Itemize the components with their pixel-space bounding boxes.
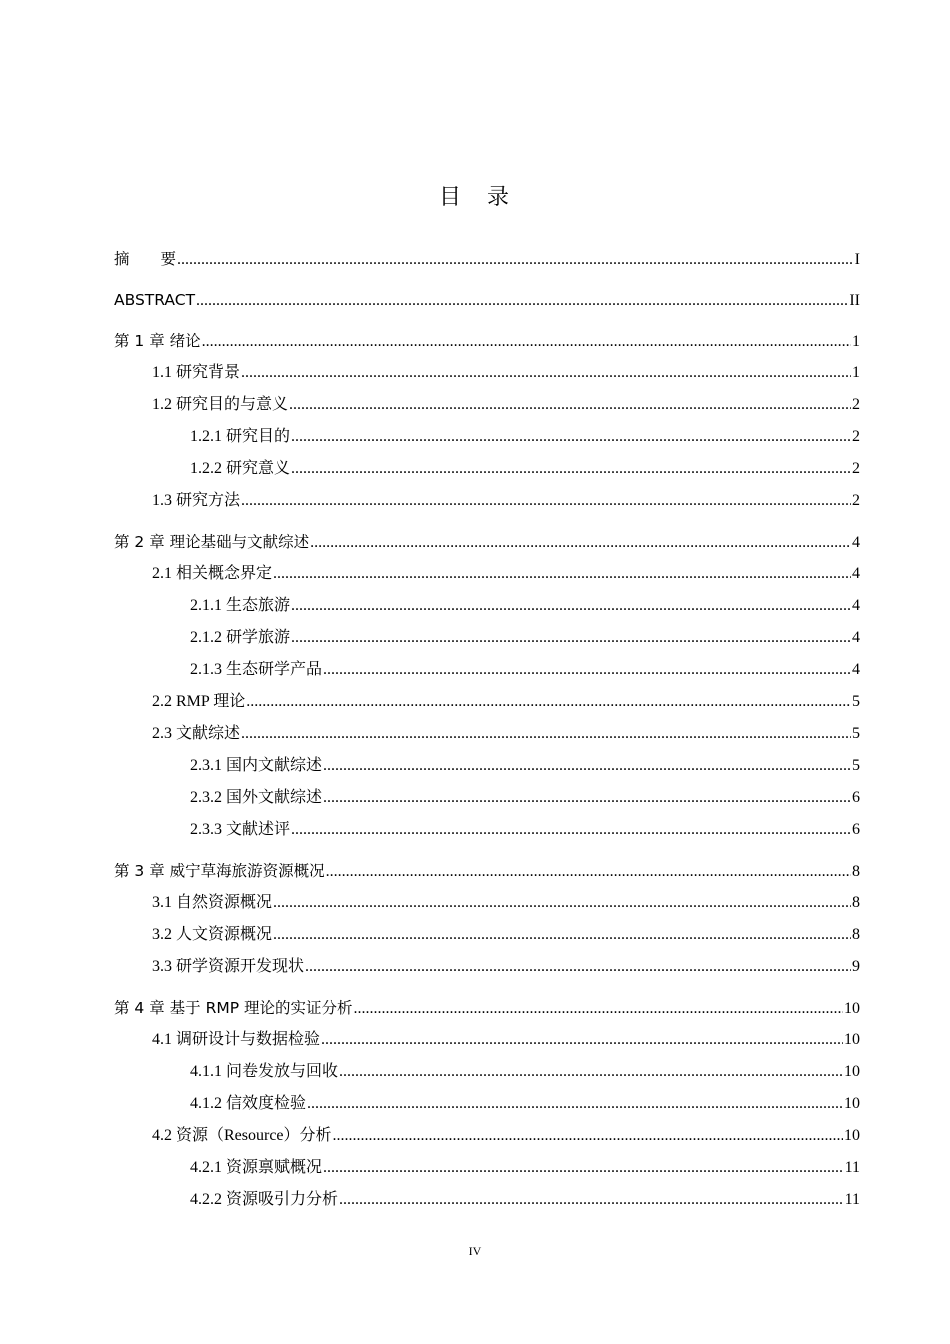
dot-leader	[291, 622, 851, 654]
toc-entry[interactable]	[114, 1088, 860, 1120]
dot-leader	[326, 856, 851, 888]
toc-entry-page: II	[849, 292, 860, 309]
toc-entry-label: 3.2 人文资源概况	[152, 926, 273, 943]
toc-entry-page: 10	[844, 1127, 860, 1144]
toc-entry[interactable]	[114, 1120, 860, 1152]
dot-leader	[273, 919, 851, 951]
toc-entry-page: 4	[852, 534, 860, 551]
toc-entry-page: 4	[852, 565, 860, 582]
toc-entry-label: 3.1 自然资源概况	[152, 894, 273, 911]
dot-leader	[321, 1024, 843, 1056]
dot-leader	[339, 1184, 844, 1216]
toc-entry-label: 1.2 研究目的与意义	[152, 396, 289, 413]
toc-entry-label: 2.1.3 生态研学产品	[190, 661, 323, 678]
toc-entry-label: 第 4 章 基于 RMP 理论的实证分析	[114, 999, 353, 1017]
dot-leader	[177, 244, 854, 276]
toc-entry-page: 10	[844, 1063, 860, 1080]
dot-leader	[291, 421, 851, 453]
toc-entry[interactable]	[114, 453, 860, 485]
toc-entry[interactable]	[114, 1024, 860, 1056]
toc-entry-page: 11	[844, 1159, 860, 1176]
toc-entry[interactable]	[114, 284, 860, 316]
dot-leader	[354, 993, 844, 1025]
toc-entry[interactable]	[114, 590, 860, 622]
toc-entry[interactable]	[114, 485, 860, 517]
toc-entry[interactable]	[114, 654, 860, 686]
toc-entry-page: 6	[852, 789, 860, 806]
dot-leader	[289, 389, 851, 421]
toc-entry-label: 1.1 研究背景	[152, 364, 241, 381]
dot-leader	[241, 485, 851, 517]
toc-entry-label: 2.3 文献综述	[152, 725, 241, 742]
toc-entry[interactable]	[114, 526, 860, 558]
toc-entry-label: 4.1 调研设计与数据检验	[152, 1031, 321, 1048]
dot-leader	[246, 686, 851, 718]
toc-entry-page: 2	[852, 492, 860, 509]
toc-entry[interactable]	[114, 622, 860, 654]
toc-entry-label: 4.2.1 资源禀赋概况	[190, 1159, 323, 1176]
toc-entry[interactable]	[114, 782, 860, 814]
toc-entry[interactable]	[114, 389, 860, 421]
dot-leader	[291, 814, 851, 846]
toc-entry-label: 第 2 章 理论基础与文献综述	[114, 533, 310, 551]
dot-leader	[323, 654, 851, 686]
toc-entry-page: 2	[852, 460, 860, 477]
toc-entry-page: 10	[844, 1000, 860, 1017]
dot-leader	[323, 1152, 844, 1184]
toc-entry[interactable]	[114, 1184, 860, 1216]
toc-entry-label: 2.2 RMP 理论	[152, 693, 246, 710]
toc-entry[interactable]	[114, 686, 860, 718]
toc-entry[interactable]	[114, 887, 860, 919]
toc-entry[interactable]	[114, 919, 860, 951]
toc-entry[interactable]	[114, 951, 860, 983]
dot-leader	[323, 782, 851, 814]
toc-entry[interactable]	[114, 814, 860, 846]
toc-title: 目 录	[438, 185, 511, 210]
toc-entry-page: 9	[852, 958, 860, 975]
toc-entry-page: 4	[852, 597, 860, 614]
toc-entry-label: 4.2.2 资源吸引力分析	[190, 1191, 339, 1208]
dot-leader	[339, 1056, 843, 1088]
toc-entry-page: 8	[852, 926, 860, 943]
dot-leader	[307, 1088, 843, 1120]
toc-entry[interactable]	[114, 357, 860, 389]
toc-entry[interactable]	[114, 1152, 860, 1184]
toc-entry-label: 2.3.3 文献述评	[190, 821, 291, 838]
toc-entry-label: 2.3.1 国内文献综述	[190, 757, 323, 774]
page-number: IV	[468, 1244, 482, 1258]
toc-entry-page: 6	[852, 821, 860, 838]
toc-entry-page: 5	[852, 693, 860, 710]
toc-entry-label: 4.1.1 问卷发放与回收	[190, 1063, 339, 1080]
toc-entry-label: 1.2.1 研究目的	[190, 428, 291, 445]
toc-entry-page: 8	[852, 863, 860, 880]
dot-leader	[202, 326, 851, 358]
toc-entry-page: I	[854, 251, 860, 268]
toc-entry-label: 2.1.2 研学旅游	[190, 629, 291, 646]
toc-entry[interactable]	[114, 243, 860, 275]
toc-entry-label: 第 3 章 威宁草海旅游资源概况	[114, 862, 325, 880]
dot-leader	[273, 558, 851, 590]
dot-leader	[291, 590, 851, 622]
toc-entry-label: 3.3 研学资源开发现状	[152, 958, 305, 975]
toc-entry-page: 8	[852, 894, 860, 911]
toc-entry-label: 2.3.2 国外文献综述	[190, 789, 323, 806]
toc-entry[interactable]	[114, 558, 860, 590]
dot-leader	[291, 453, 851, 485]
toc-entry[interactable]	[114, 325, 860, 357]
toc-entry-label: 4.2 资源（Resource）分析	[152, 1127, 332, 1144]
toc-entry-page: 4	[852, 661, 860, 678]
toc-entry-label: 2.1.1 生态旅游	[190, 597, 291, 614]
toc-entry-page: 5	[852, 725, 860, 742]
toc-entry-label: ABSTRACT	[114, 291, 196, 309]
toc-entry-page: 10	[844, 1031, 860, 1048]
toc-entry-page: 2	[852, 428, 860, 445]
toc-entry-label: 4.1.2 信效度检验	[190, 1095, 307, 1112]
toc-entry-label: 2.1 相关概念界定	[152, 565, 273, 582]
toc-entry-label: 摘 要	[114, 250, 177, 268]
toc-entry-label: 1.2.2 研究意义	[190, 460, 291, 477]
toc-entry-page: 4	[852, 629, 860, 646]
toc-entry[interactable]	[114, 421, 860, 453]
toc-entry-label: 第 1 章 绪论	[114, 332, 201, 350]
toc-entry[interactable]	[114, 1056, 860, 1088]
toc-entry-page: 1	[852, 333, 860, 350]
dot-leader	[241, 357, 851, 389]
toc-entry-page: 1	[852, 364, 860, 381]
dot-leader	[196, 285, 848, 317]
toc-entry-label: 1.3 研究方法	[152, 492, 241, 509]
toc-entry[interactable]	[114, 992, 860, 1024]
table-of-contents	[114, 243, 860, 1216]
toc-entry[interactable]	[114, 718, 860, 750]
dot-leader	[323, 750, 851, 782]
dot-leader	[273, 887, 851, 919]
toc-entry-page: 10	[844, 1095, 860, 1112]
dot-leader	[241, 718, 851, 750]
dot-leader	[305, 951, 851, 983]
toc-entry-page: 11	[844, 1191, 860, 1208]
toc-entry-page: 2	[852, 396, 860, 413]
toc-entry-page: 5	[852, 757, 860, 774]
toc-entry[interactable]	[114, 855, 860, 887]
dot-leader	[333, 1120, 843, 1152]
toc-entry[interactable]	[114, 750, 860, 782]
dot-leader	[310, 527, 851, 559]
